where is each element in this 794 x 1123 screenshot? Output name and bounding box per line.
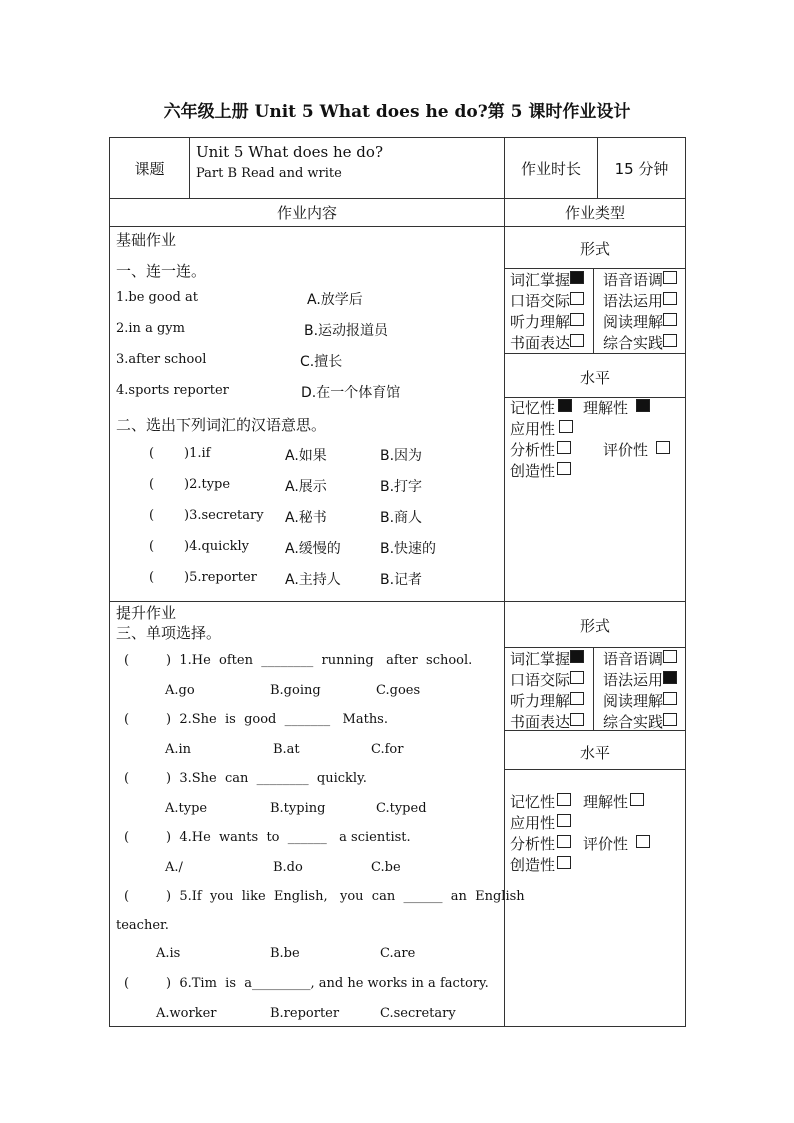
unit-title: Unit 5 What does he do? — [196, 143, 383, 161]
level-option[interactable] — [510, 461, 571, 481]
form-option-label: 词汇掌握 — [510, 271, 571, 289]
form-option-label: 口语交际 — [510, 292, 571, 310]
question-stem: ) 5.If you like English, you can ______ an English — [166, 889, 525, 904]
homework-table — [109, 137, 686, 1027]
match-left: 2.in a gym — [116, 321, 185, 336]
match-right: B.运动报道员 — [304, 323, 389, 339]
form-option-label: 语法运用 — [603, 292, 664, 310]
level-option[interactable] — [510, 419, 573, 439]
advanced-heading: 提升作业 — [116, 604, 177, 622]
question-option-b: B.do — [273, 860, 303, 875]
question-continuation: teacher. — [116, 918, 169, 933]
form-option-label: 阅读理解 — [603, 313, 664, 331]
checkbox[interactable] — [570, 292, 584, 305]
question-stem: ) 3.She can ________ quickly. — [166, 771, 367, 786]
match-left: 1.be good at — [116, 290, 198, 305]
divider — [505, 730, 685, 731]
section-title: 三、单项选择。 — [116, 624, 222, 642]
checkbox[interactable] — [663, 271, 677, 284]
basic-type — [505, 227, 686, 602]
choose-item: )3.secretary — [184, 508, 264, 523]
form-option[interactable] — [510, 712, 584, 732]
choose-option-a: A.缓慢的 — [285, 541, 341, 557]
form-option-label: 听力理解 — [510, 313, 571, 331]
level-option[interactable] — [510, 855, 571, 875]
level-option[interactable] — [510, 792, 571, 812]
level-option[interactable] — [510, 398, 572, 418]
checkbox[interactable] — [656, 441, 670, 454]
form-option-label: 语法运用 — [603, 671, 664, 689]
type-header: 作业类型 — [505, 199, 686, 227]
question-option-b: B.going — [270, 683, 321, 698]
level-option-label: 分析性 — [510, 835, 556, 853]
match-left: 3.after school — [116, 352, 207, 367]
divider — [593, 268, 594, 353]
question-option-a: A.go — [165, 683, 195, 698]
level-option[interactable] — [583, 398, 650, 418]
question-option-c: C.secretary — [380, 1006, 456, 1021]
checkbox[interactable] — [570, 713, 584, 726]
question-stem: ) 1.He often ________ running after school. — [166, 653, 473, 668]
checkbox[interactable] — [663, 671, 677, 684]
form-option-label: 综合实践 — [603, 334, 664, 352]
checkbox[interactable] — [570, 692, 584, 705]
checkbox[interactable] — [663, 313, 677, 326]
level-option-label: 记忆性 — [510, 399, 556, 417]
part-title: Part B Read and write — [196, 166, 342, 181]
match-title: 一、连一连。 — [116, 262, 207, 280]
form-option[interactable] — [603, 270, 677, 290]
choose-paren: ( — [149, 477, 155, 492]
question-stem: ) 4.He wants to ______ a scientist. — [166, 830, 411, 845]
question-option-c: C.for — [371, 742, 404, 757]
question-option-c: C.be — [371, 860, 401, 875]
checkbox[interactable] — [557, 462, 571, 475]
checkbox[interactable] — [570, 271, 584, 284]
level-option-label: 应用性 — [510, 420, 556, 438]
level-option-label: 应用性 — [510, 814, 556, 832]
choose-option-a: A.主持人 — [285, 572, 341, 588]
level-option-label: 评价性 — [583, 835, 629, 853]
question-paren: ( — [124, 830, 130, 845]
level-option-label: 创造性 — [510, 856, 556, 874]
question-option-c: C.goes — [376, 683, 421, 698]
choose-item: )2.type — [184, 477, 231, 492]
checkbox[interactable] — [557, 856, 571, 869]
form-option-label: 语音语调 — [603, 271, 664, 289]
checkbox[interactable] — [636, 835, 650, 848]
question-option-b: B.typing — [270, 801, 326, 816]
form-option-label: 综合实践 — [603, 713, 664, 731]
choose-paren: ( — [149, 446, 155, 461]
level-label: 水平 — [579, 744, 610, 762]
checkbox[interactable] — [663, 650, 677, 663]
topic-cell — [190, 138, 505, 199]
question-stem: ) 6.Tim is a_________, and he works in a factory. — [166, 976, 489, 991]
level-option-label: 记忆性 — [510, 793, 556, 811]
level-label: 水平 — [579, 369, 610, 387]
level-option-label: 理解性 — [583, 399, 629, 417]
form-option[interactable] — [603, 312, 677, 332]
form-option-label: 阅读理解 — [603, 692, 664, 710]
form-option-label: 口语交际 — [510, 671, 571, 689]
question-option-a: A.in — [165, 742, 192, 757]
match-right: C.擅长 — [300, 354, 343, 370]
level-option[interactable] — [603, 440, 670, 460]
form-option[interactable] — [510, 691, 584, 711]
form-option[interactable] — [510, 649, 584, 669]
advanced-type — [505, 602, 686, 1027]
checkbox[interactable] — [557, 793, 571, 806]
question-option-c: C.typed — [376, 801, 427, 816]
choose-option-b: B.因为 — [380, 448, 423, 464]
question-option-c: C.are — [380, 946, 416, 961]
form-option-label: 书面表达 — [510, 334, 571, 352]
level-option-label: 创造性 — [510, 462, 556, 480]
divider — [593, 647, 594, 730]
checkbox[interactable] — [570, 671, 584, 684]
level-option-label: 理解性 — [583, 793, 629, 811]
choose-option-b: B.记者 — [380, 572, 423, 588]
form-option-label: 语音语调 — [603, 650, 664, 668]
basic-heading: 基础作业 — [116, 231, 177, 249]
choose-paren: ( — [149, 539, 155, 554]
question-stem: ) 2.She is good _______ Maths. — [166, 712, 388, 727]
choose-paren: ( — [149, 570, 155, 585]
question-option-b: B.at — [273, 742, 300, 757]
question-option-b: B.reporter — [270, 1006, 340, 1021]
checkbox[interactable] — [559, 420, 573, 433]
divider — [505, 268, 685, 269]
level-option-label: 评价性 — [603, 441, 649, 459]
question-paren: ( — [124, 653, 130, 668]
checkbox[interactable] — [557, 441, 571, 454]
form-option[interactable] — [510, 670, 584, 690]
question-option-a: A.is — [156, 946, 181, 961]
checkbox[interactable] — [663, 334, 677, 347]
question-option-a: A.worker — [156, 1006, 217, 1021]
choose-option-a: A.如果 — [285, 448, 327, 464]
question-paren: ( — [124, 771, 130, 786]
level-option[interactable] — [510, 813, 571, 833]
form-option-label: 听力理解 — [510, 692, 571, 710]
content-header: 作业内容 — [110, 199, 505, 227]
level-option-label: 分析性 — [510, 441, 556, 459]
duration-label: 作业时长 — [505, 138, 598, 199]
topic-label: 课题 — [110, 138, 190, 199]
page-title: 六年级上册 Unit 5 What does he do?第 5 课时作业设计 — [163, 102, 631, 122]
form-option[interactable] — [510, 270, 584, 290]
level-option[interactable] — [510, 834, 571, 854]
question-option-a: A.type — [165, 801, 208, 816]
checkbox[interactable] — [570, 334, 584, 347]
basic-content — [110, 227, 505, 602]
level-option[interactable] — [510, 440, 571, 460]
advanced-content — [110, 602, 525, 1027]
match-left: 4.sports reporter — [116, 383, 229, 398]
form-option[interactable] — [603, 712, 677, 732]
form-option[interactable] — [603, 291, 677, 311]
choose-option-a: A.展示 — [285, 479, 327, 495]
choose-item: )4.quickly — [184, 539, 249, 554]
question-paren: ( — [124, 712, 130, 727]
choose-option-b: B.打字 — [380, 479, 423, 495]
checkbox[interactable] — [636, 399, 650, 412]
level-option[interactable] — [583, 834, 650, 854]
question-option-b: B.be — [270, 946, 300, 961]
checkbox[interactable] — [557, 835, 571, 848]
match-right: D.在一个体育馆 — [301, 385, 401, 401]
checkbox[interactable] — [630, 793, 644, 806]
choose-title: 二、选出下列词汇的汉语意思。 — [116, 416, 327, 434]
checkbox[interactable] — [570, 313, 584, 326]
form-option[interactable] — [603, 691, 677, 711]
duration-value: 15 分钟 — [598, 138, 686, 199]
checkbox[interactable] — [663, 292, 677, 305]
checkbox[interactable] — [570, 650, 584, 663]
divider — [505, 647, 685, 648]
form-option[interactable] — [510, 312, 584, 332]
match-right: A.放学后 — [307, 292, 363, 308]
divider — [505, 353, 685, 354]
form-label: 形式 — [579, 240, 610, 258]
checkbox[interactable] — [663, 713, 677, 726]
form-option-label: 书面表达 — [510, 713, 571, 731]
question-paren: ( — [124, 976, 130, 991]
form-option[interactable] — [603, 670, 677, 690]
choose-option-b: B.快速的 — [380, 541, 437, 557]
checkbox[interactable] — [663, 692, 677, 705]
checkbox[interactable] — [557, 814, 571, 827]
level-option[interactable] — [583, 792, 644, 812]
checkbox[interactable] — [558, 399, 572, 412]
form-option[interactable] — [603, 649, 677, 669]
form-option[interactable] — [510, 291, 584, 311]
question-option-a: A./ — [165, 860, 183, 875]
form-option[interactable] — [510, 333, 584, 353]
choose-item: )5.reporter — [184, 570, 257, 585]
divider — [505, 769, 685, 770]
form-option-label: 词汇掌握 — [510, 650, 571, 668]
choose-item: )1.if — [184, 446, 211, 461]
form-option[interactable] — [603, 333, 677, 353]
choose-paren: ( — [149, 508, 155, 523]
choose-option-b: B.商人 — [380, 510, 423, 526]
form-label: 形式 — [579, 617, 610, 635]
question-paren: ( — [124, 889, 130, 904]
choose-option-a: A.秘书 — [285, 510, 327, 526]
